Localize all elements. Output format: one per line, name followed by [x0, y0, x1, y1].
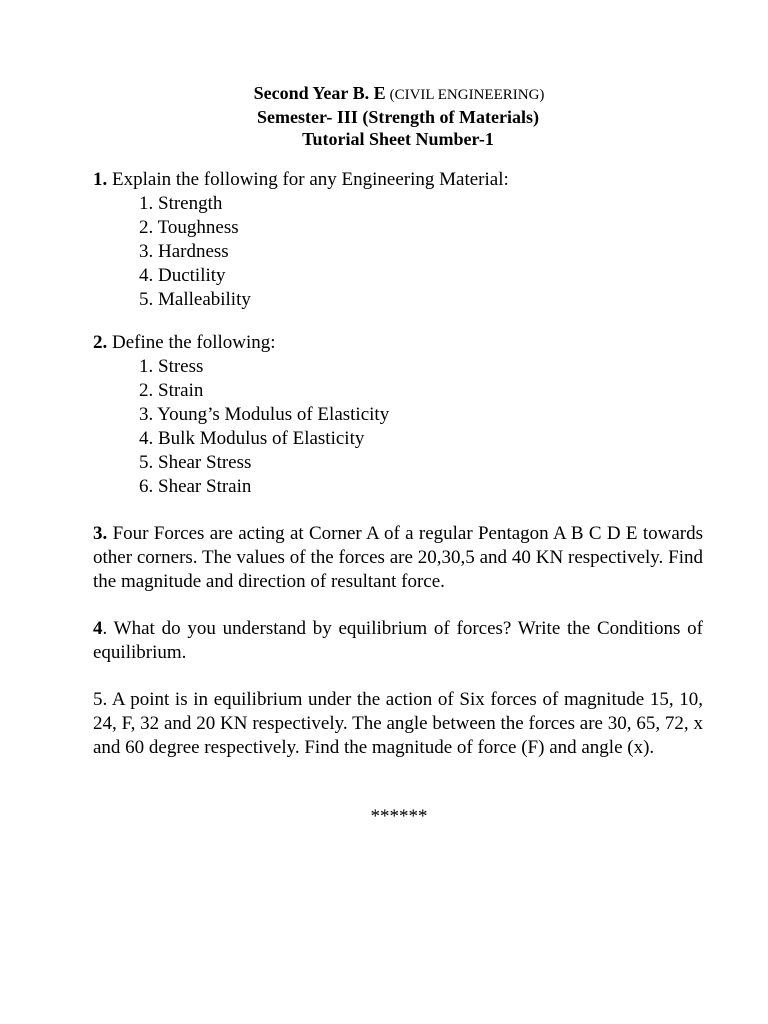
- question-1-text: Explain the following for any Engineering Material:: [112, 169, 509, 190]
- list-item: 5. Malleability: [139, 289, 251, 310]
- question-5: [93, 688, 703, 760]
- question-3-number: 3.: [93, 523, 108, 544]
- question-2-list: [93, 355, 703, 499]
- course-branch: (CIVIL ENGINEERING): [389, 87, 545, 103]
- list-item: 2. Toughness: [139, 217, 239, 238]
- end-marker: ******: [370, 806, 428, 827]
- question-3: [93, 522, 703, 594]
- list-item: 1. Strength: [139, 193, 223, 214]
- semester-subject: Semester- III (Strength of Materials): [257, 107, 539, 127]
- list-item: 4. Ductility: [139, 265, 226, 286]
- question-4-number: 4: [93, 618, 103, 639]
- list-item: 1. Stress: [139, 356, 204, 377]
- list-item: 3. Hardness: [139, 241, 229, 262]
- tutorial-sheet-number: Tutorial Sheet Number-1: [302, 129, 494, 149]
- question-2-text: Define the following:: [112, 332, 276, 353]
- question-1-list: [93, 192, 703, 312]
- list-item: 6. Shear Strain: [139, 476, 252, 497]
- question-2-number: 2.: [93, 332, 108, 353]
- course-title: Second Year B. E: [253, 83, 386, 103]
- list-item: 5. Shear Stress: [139, 452, 252, 473]
- question-5-text: 5. A point is in equilibrium under the action of Six forces of magnitude 15, 10, 24, F, 32 and 20 KN respectively. The angle between the forces are 30, 65, 72, x and 60 degree respectively. Find the magnitude of force (F) and angle (x).: [93, 689, 703, 758]
- document-header: [0, 82, 768, 150]
- question-1-number: 1.: [93, 169, 108, 190]
- question-2-heading: [93, 331, 703, 355]
- question-1-heading: [93, 168, 703, 192]
- question-4-text: . What do you understand by equilibrium of forces? Write the Conditions of equilibrium.: [93, 618, 703, 663]
- header-line-course: [0, 82, 768, 106]
- question-3-text: Four Forces are acting at Corner A of a regular Pentagon A B C D E towards other corners. The values of the forces are 20,30,5 and 40 KN respectively. Find the magnitude and direction of resultant force.: [93, 523, 703, 592]
- list-item: 2. Strain: [139, 380, 204, 401]
- list-item: 3. Young’s Modulus of Elasticity: [139, 404, 390, 425]
- question-1: [93, 168, 703, 312]
- question-2: [93, 331, 703, 499]
- list-item: 4. Bulk Modulus of Elasticity: [139, 428, 365, 449]
- question-4: [93, 617, 703, 665]
